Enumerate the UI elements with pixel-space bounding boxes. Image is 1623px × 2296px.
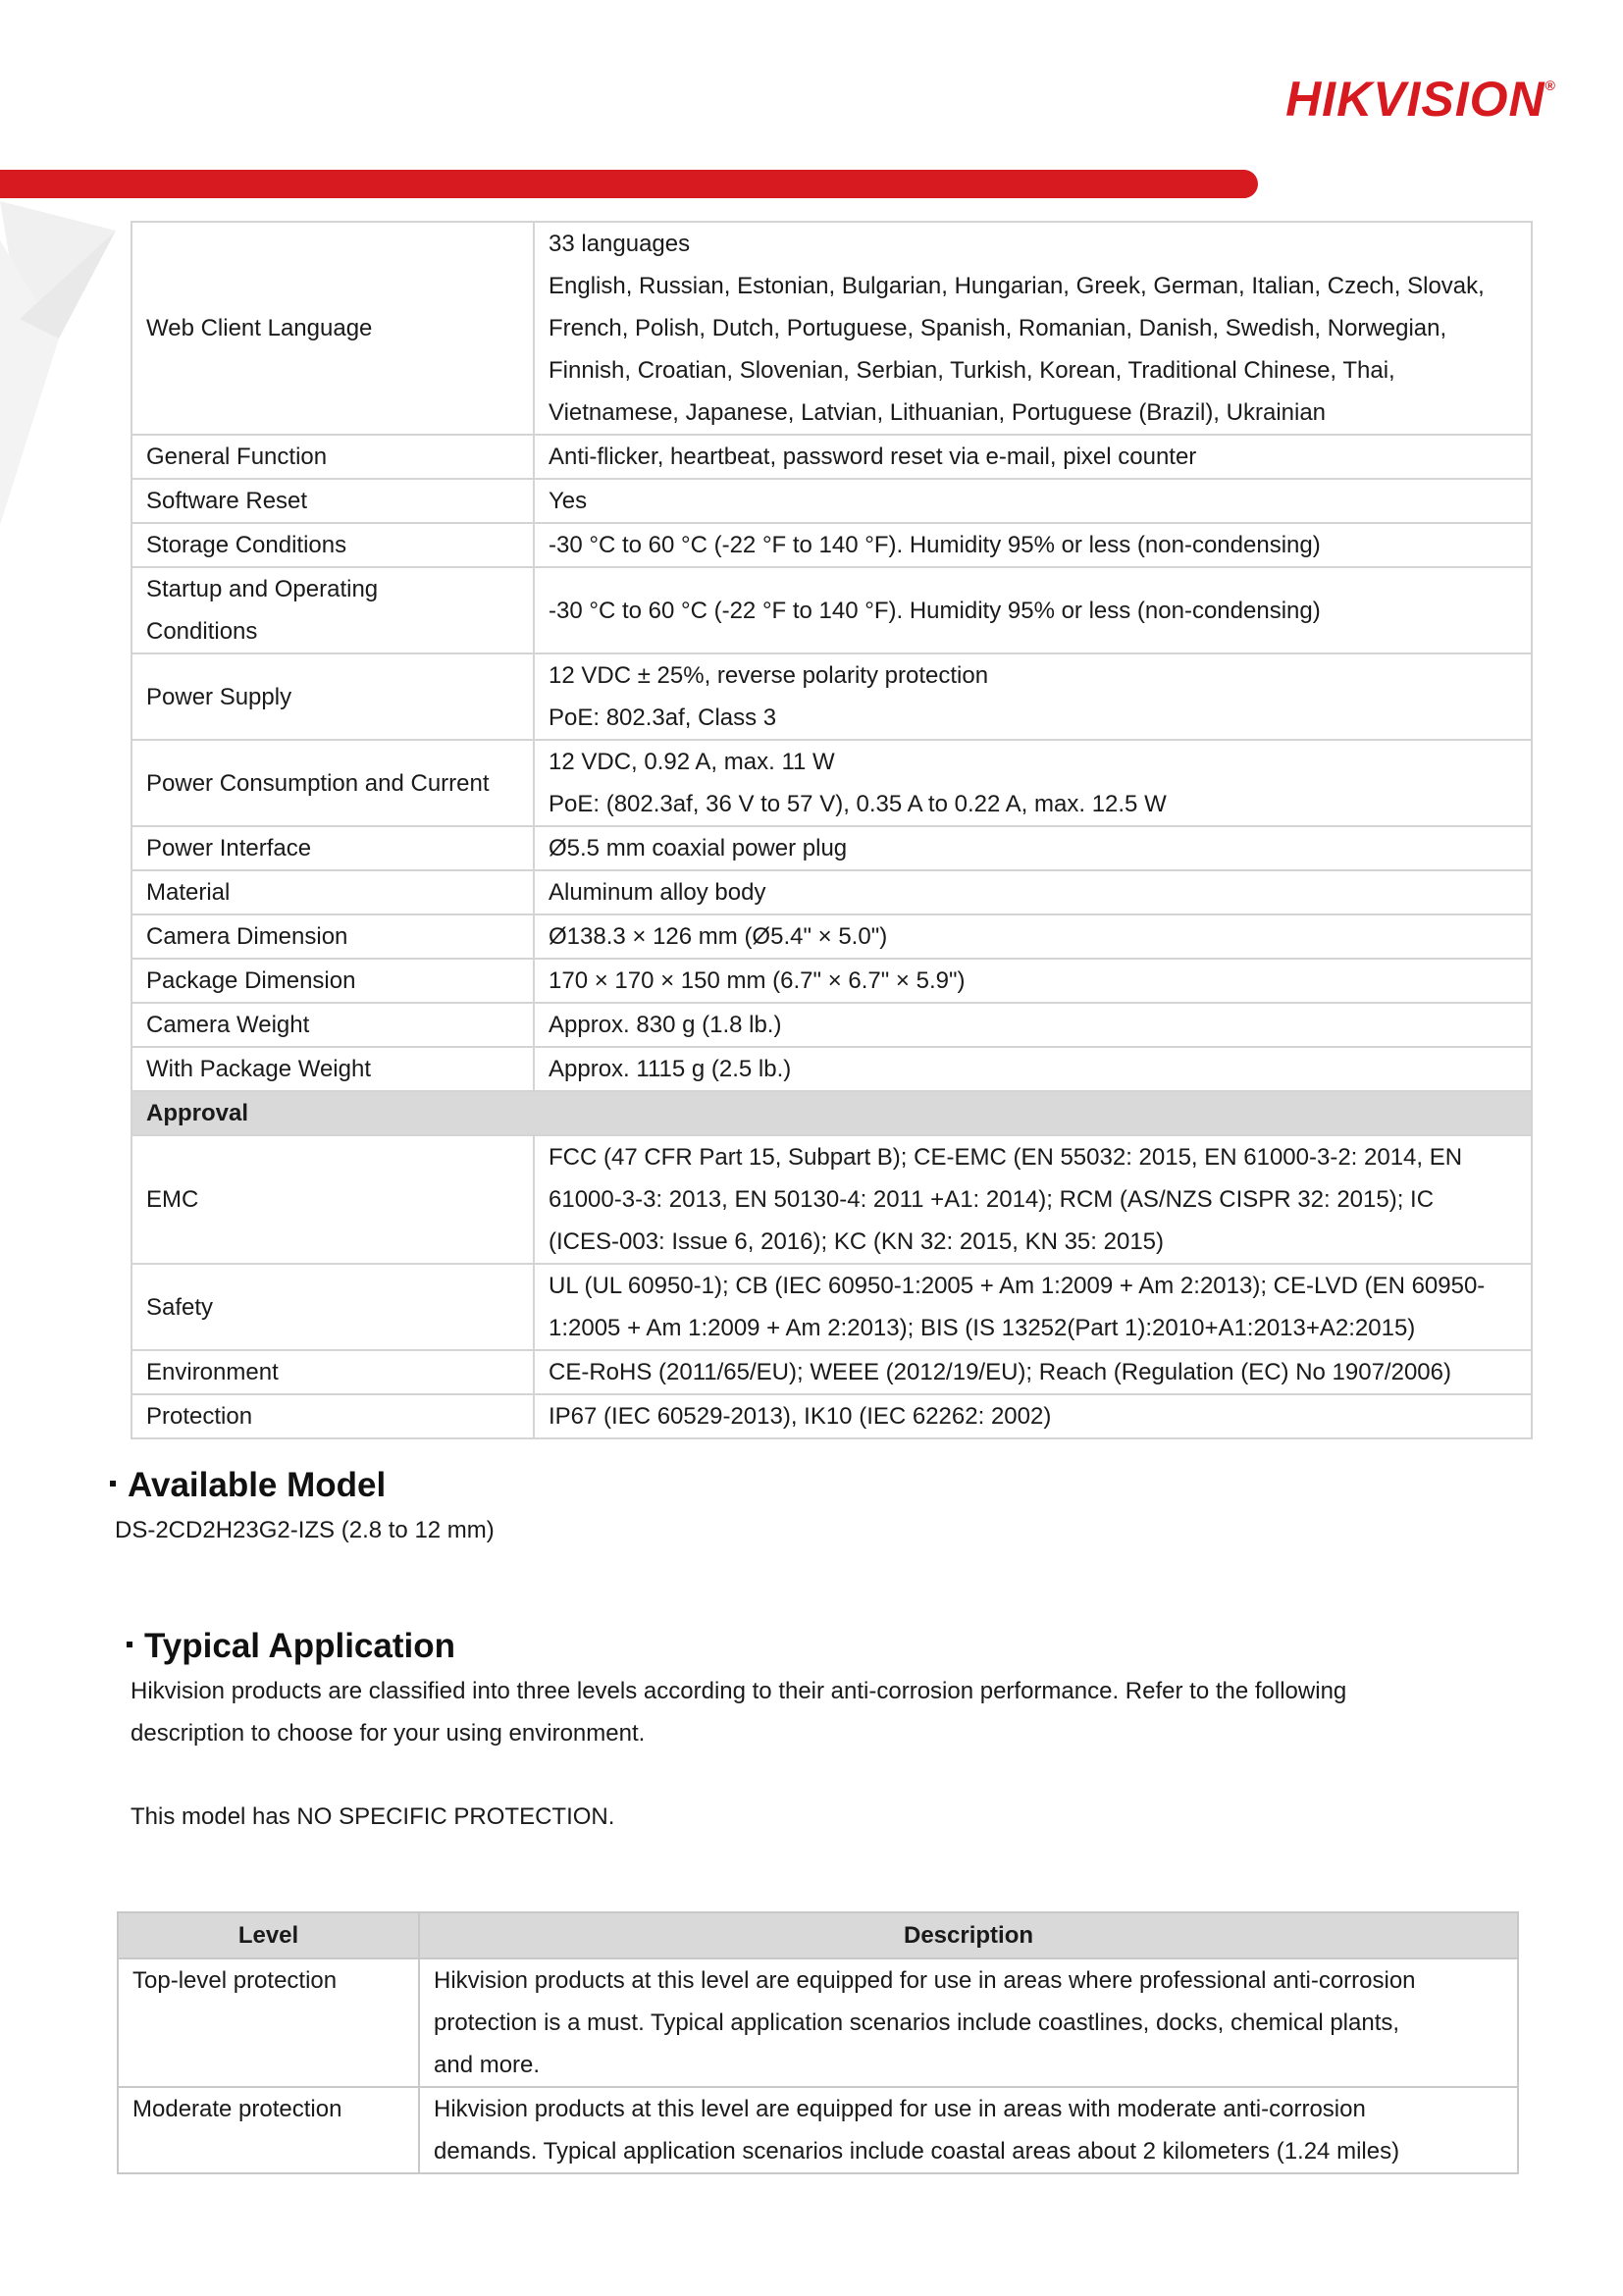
available-model-title: Available Model (128, 1466, 387, 1504)
spec-value-line: Anti-flicker, heartbeat, password reset via e-mail, pixel counter (549, 444, 1197, 470)
spec-value (534, 740, 1532, 826)
level-name: Moderate protection (118, 2087, 419, 2173)
spec-key (131, 1264, 534, 1350)
spec-key (131, 914, 534, 959)
spec-value-line: PoE: 802.3af, Class 3 (549, 704, 777, 731)
spec-value-line: Ø138.3 × 126 mm (Ø5.4" × 5.0") (549, 923, 888, 950)
spec-value (534, 567, 1532, 653)
spec-value (534, 914, 1532, 959)
level-row (118, 1958, 1518, 2087)
spec-key-line: Conditions (146, 618, 258, 645)
level-description-line: and more. (434, 2052, 541, 2078)
spec-row (131, 1264, 1532, 1350)
spec-value-line: 12 VDC, 0.92 A, max. 11 W (549, 749, 835, 775)
registered-mark: ® (1544, 78, 1556, 93)
approval-section-row (131, 1091, 1532, 1135)
spec-value-line: PoE: (802.3af, 36 V to 57 V), 0.35 A to 0.22 A, max. 12.5 W (549, 791, 1167, 817)
spec-value (534, 222, 1532, 435)
spec-key (131, 479, 534, 523)
spec-row (131, 222, 1532, 435)
spec-value-line: 61000-3-3: 2013, EN 50130-4: 2011 +A1: 2014); RCM (AS/NZS CISPR 32: 2015); IC (549, 1186, 1435, 1213)
spec-key (131, 523, 534, 567)
spec-value-line: Approx. 1115 g (2.5 lb.) (549, 1056, 792, 1082)
spec-value-line: English, Russian, Estonian, Bulgarian, Hungarian, Greek, German, Italian, Czech, Slovak, (549, 273, 1485, 299)
available-model-heading (110, 1466, 386, 1505)
spec-value-line: Finnish, Croatian, Slovenian, Serbian, Turkish, Korean, Traditional Chinese, Thai, (549, 357, 1395, 384)
spec-row (131, 435, 1532, 479)
spec-value-line: Approx. 830 g (1.8 lb.) (549, 1012, 782, 1038)
spec-row (131, 523, 1532, 567)
bullet-square-icon (110, 1481, 116, 1487)
level-description (419, 2087, 1518, 2173)
spec-key-text: Web Client Language (146, 315, 373, 341)
protection-note: This model has NO SPECIFIC PROTECTION. (131, 1803, 615, 1830)
spec-key (131, 1135, 534, 1264)
spec-row (131, 870, 1532, 914)
spec-key (131, 1394, 534, 1438)
spec-key (131, 653, 534, 740)
spec-key (131, 435, 534, 479)
spec-value (534, 826, 1532, 870)
hikvision-logo (1285, 72, 1556, 127)
spec-value (534, 1135, 1532, 1264)
spec-value-line: French, Polish, Dutch, Portuguese, Spanish, Romanian, Danish, Swedish, Norwegian, (549, 315, 1447, 341)
spec-key-text: EMC (146, 1186, 199, 1213)
spec-value-line: Ø5.5 mm coaxial power plug (549, 835, 848, 861)
spec-key-text: Camera Weight (146, 1012, 310, 1038)
intro-line: Hikvision products are classified into three levels according to their anti-corrosion performance. Refer to the following (131, 1678, 1347, 1704)
level-description-line: protection is a must. Typical application scenarios include coastlines, docks, chemical plants, (434, 2009, 1400, 2036)
decorative-shard-graphic (0, 201, 128, 525)
spec-table (131, 221, 1533, 1439)
spec-key (131, 959, 534, 1003)
spec-key-text: Protection (146, 1403, 253, 1430)
spec-key (131, 870, 534, 914)
level-description-line: Hikvision products at this level are equipped for use in areas where professional anti-corrosion (434, 1967, 1416, 1994)
spec-row (131, 740, 1532, 826)
spec-row (131, 1394, 1532, 1438)
spec-value-line: IP67 (IEC 60529-2013), IK10 (IEC 62262: 2002) (549, 1403, 1052, 1430)
spec-row (131, 1047, 1532, 1091)
spec-value-line: 1:2005 + Am 1:2009 + Am 2:2013); BIS (IS 13252(Part 1):2010+A1:2013+A2:2015) (549, 1315, 1416, 1341)
spec-key-text: Power Consumption and Current (146, 769, 490, 797)
available-model-text: DS-2CD2H23G2-IZS (2.8 to 12 mm) (115, 1517, 495, 1543)
spec-value (534, 1394, 1532, 1438)
description-column-header: Description (419, 1912, 1518, 1958)
spec-value-line: FCC (47 CFR Part 15, Subpart B); CE-EMC (EN 55032: 2015, EN 61000-3-2: 2014, EN (549, 1144, 1463, 1171)
level-description-line: demands. Typical application scenarios include coastal areas about 2 kilometers (1.24 miles) (434, 2138, 1400, 2165)
spec-value-line: Yes (549, 488, 588, 514)
spec-key-text: General Function (146, 444, 328, 470)
spec-key (131, 1047, 534, 1091)
spec-row (131, 1135, 1532, 1264)
spec-value (534, 435, 1532, 479)
spec-value (534, 479, 1532, 523)
spec-value (534, 1264, 1532, 1350)
spec-value-line: CE-RoHS (2011/65/EU); WEEE (2012/19/EU); Reach (Regulation (EC) No 1907/2006) (549, 1359, 1451, 1385)
level-description-line: Hikvision products at this level are equipped for use in areas with moderate anti-corrosion (434, 2096, 1366, 2122)
spec-key (131, 826, 534, 870)
spec-value (534, 1003, 1532, 1047)
spec-value-line: Vietnamese, Japanese, Latvian, Lithuanian, Portuguese (Brazil), Ukrainian (549, 399, 1327, 426)
spec-key-text: Software Reset (146, 488, 308, 514)
spec-key (131, 222, 534, 435)
typical-application-intro (131, 1670, 1346, 1754)
spec-key (131, 1003, 534, 1047)
spec-row (131, 479, 1532, 523)
spec-value-line: 33 languages (549, 231, 691, 257)
spec-row (131, 1350, 1532, 1394)
spec-key-line: Startup and Operating (146, 576, 379, 602)
spec-key (131, 567, 534, 653)
approval-section-label: Approval (131, 1091, 1532, 1135)
spec-value (534, 959, 1532, 1003)
spec-value (534, 653, 1532, 740)
typical-application-title: Typical Application (144, 1627, 455, 1665)
spec-value-line: Aluminum alloy body (549, 879, 766, 906)
spec-row (131, 567, 1532, 653)
level-column-header: Level (118, 1912, 419, 1958)
spec-value-line: 12 VDC ± 25%, reverse polarity protection (549, 662, 989, 689)
spec-key-text: Power Interface (146, 835, 312, 861)
spec-value (534, 870, 1532, 914)
spec-value-line: -30 °C to 60 °C (-22 °F to 140 °F). Humidity 95% or less (non-condensing) (549, 597, 1321, 624)
spec-key-text: Package Dimension (146, 967, 356, 994)
level-row (118, 2087, 1518, 2173)
spec-row (131, 914, 1532, 959)
spec-key-text: Safety (146, 1293, 214, 1321)
spec-row (131, 959, 1532, 1003)
spec-key-text: Material (146, 879, 231, 906)
bullet-square-icon (127, 1642, 132, 1647)
spec-key-text: Camera Dimension (146, 923, 348, 950)
intro-line: description to choose for your using environment. (131, 1720, 646, 1747)
spec-key-text: Storage Conditions (146, 532, 347, 558)
spec-key-text: With Package Weight (146, 1056, 371, 1082)
spec-value-line: -30 °C to 60 °C (-22 °F to 140 °F). Humidity 95% or less (non-condensing) (549, 532, 1321, 558)
logo-part1: HIK (1285, 72, 1374, 127)
spec-value (534, 1047, 1532, 1091)
spec-key-text: Power Supply (146, 683, 292, 710)
spec-key-text: Environment (146, 1359, 279, 1385)
logo-part2: VISION (1373, 72, 1545, 127)
spec-row (131, 653, 1532, 740)
spec-key (131, 740, 534, 826)
level-name: Top-level protection (118, 1958, 419, 2087)
spec-value-line: UL (UL 60950-1); CB (IEC 60950-1:2005 + Am 1:2009 + Am 2:2013); CE-LVD (EN 60950- (549, 1273, 1486, 1299)
spec-value-line: (ICES-003: Issue 6, 2016); KC (KN 32: 2015, KN 35: 2015) (549, 1228, 1164, 1255)
protection-levels-table (117, 1911, 1519, 2174)
spec-row (131, 1003, 1532, 1047)
levels-header-row (118, 1912, 1518, 1958)
header-red-bar (0, 170, 1258, 198)
spec-value (534, 1350, 1532, 1394)
level-description (419, 1958, 1518, 2087)
spec-row (131, 826, 1532, 870)
spec-key (131, 1350, 534, 1394)
typical-application-heading (127, 1627, 455, 1666)
spec-value-line: 170 × 170 × 150 mm (6.7" × 6.7" × 5.9") (549, 967, 966, 994)
spec-value (534, 523, 1532, 567)
